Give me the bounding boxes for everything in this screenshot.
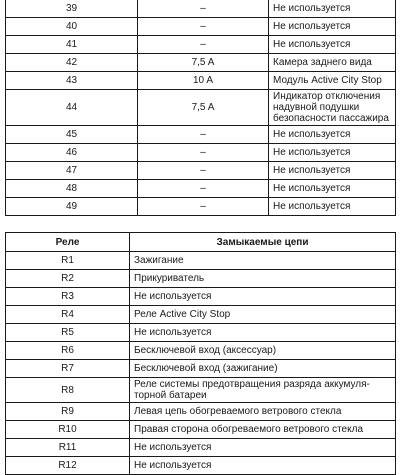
fuse-circuit: Модуль Active City Stop	[269, 72, 396, 90]
relay-id: R6	[6, 342, 130, 360]
relay-id: R7	[6, 360, 130, 378]
table-row	[6, 421, 396, 439]
relay-id: R10	[6, 421, 130, 439]
fuse-rating: 10 A	[138, 72, 269, 90]
relay-id: R12	[6, 457, 130, 475]
fuse-rating: –	[138, 144, 269, 162]
fuse-circuit: Не используется	[269, 144, 396, 162]
table-row	[6, 270, 396, 288]
table-row	[6, 252, 396, 270]
fuse-number: 45	[6, 126, 138, 144]
fuse-number: 41	[6, 36, 138, 54]
relay-id: R3	[6, 288, 130, 306]
relay-circuit: Реле системы предотвращения разряда аккумуля- торной батареи	[130, 378, 396, 403]
fuse-rating: 7,5 A	[138, 54, 269, 72]
fuse-rating: –	[138, 198, 269, 216]
relay-id: R1	[6, 252, 130, 270]
relay-circuit: Не используется	[130, 439, 396, 457]
fuse-table	[5, 0, 396, 216]
fuse-number: 49	[6, 198, 138, 216]
fuse-number: 47	[6, 162, 138, 180]
fuse-circuit: Индикатор отключения надувной подушки безопасности пассажира	[269, 90, 396, 126]
table-row	[6, 342, 396, 360]
fuse-circuit: Не используется	[269, 126, 396, 144]
table-row	[6, 18, 396, 36]
table-header-row	[6, 233, 396, 252]
fuse-rating: –	[138, 180, 269, 198]
relay-circuit: Правая сторона обогреваемого ветрового стекла	[130, 421, 396, 439]
table-row	[6, 403, 396, 421]
fuse-circuit: Не используется	[269, 0, 396, 18]
relay-circuit: Прикуриватель	[130, 270, 396, 288]
fuse-number: 42	[6, 54, 138, 72]
table-row	[6, 54, 396, 72]
fuse-circuit: Не используется	[269, 180, 396, 198]
table-row	[6, 72, 396, 90]
fuse-rating: –	[138, 126, 269, 144]
fuse-circuit: Камера заднего вида	[269, 54, 396, 72]
fuse-circuit: Не используется	[269, 162, 396, 180]
fuse-rating: –	[138, 0, 269, 18]
fuse-circuit: Не используется	[269, 198, 396, 216]
fuse-number: 39	[6, 0, 138, 18]
table-row	[6, 439, 396, 457]
relay-circuit: Не используется	[130, 324, 396, 342]
table-row	[6, 288, 396, 306]
fuse-rating: –	[138, 18, 269, 36]
relay-id: R5	[6, 324, 130, 342]
relay-circuit: Не используется	[130, 457, 396, 475]
relay-id: R2	[6, 270, 130, 288]
relay-circuit: Зажигание	[130, 252, 396, 270]
table-row	[6, 90, 396, 126]
fuse-rating: –	[138, 36, 269, 54]
fuse-number: 43	[6, 72, 138, 90]
table-row	[6, 198, 396, 216]
table-row	[6, 378, 396, 403]
fuse-number: 44	[6, 90, 138, 126]
fuse-number: 46	[6, 144, 138, 162]
relay-circuit: Бесключевой вход (зажигание)	[130, 360, 396, 378]
table-row	[6, 36, 396, 54]
table-row	[6, 360, 396, 378]
fuse-circuit: Не используется	[269, 36, 396, 54]
relay-circuit: Бесключевой вход (аксессуар)	[130, 342, 396, 360]
relay-id: R8	[6, 378, 130, 403]
relay-column-header: Реле	[6, 233, 130, 252]
relay-circuit: Не используется	[130, 288, 396, 306]
relay-id: R11	[6, 439, 130, 457]
relay-table	[5, 232, 396, 475]
relay-id: R4	[6, 306, 130, 324]
fuse-rating: –	[138, 162, 269, 180]
circuits-column-header: Замыкаемые цепи	[130, 233, 396, 252]
relay-id: R9	[6, 403, 130, 421]
relay-circuit: Левая цепь обогреваемого ветрового стекла	[130, 403, 396, 421]
table-row	[6, 126, 396, 144]
table-row	[6, 162, 396, 180]
table-row	[6, 180, 396, 198]
fuse-number: 40	[6, 18, 138, 36]
fuse-rating: 7,5 A	[138, 90, 269, 126]
fuse-circuit: Не используется	[269, 18, 396, 36]
table-row	[6, 0, 396, 18]
table-row	[6, 324, 396, 342]
table-row	[6, 306, 396, 324]
table-row	[6, 144, 396, 162]
fuse-number: 48	[6, 180, 138, 198]
relay-circuit: Реле Active City Stop	[130, 306, 396, 324]
